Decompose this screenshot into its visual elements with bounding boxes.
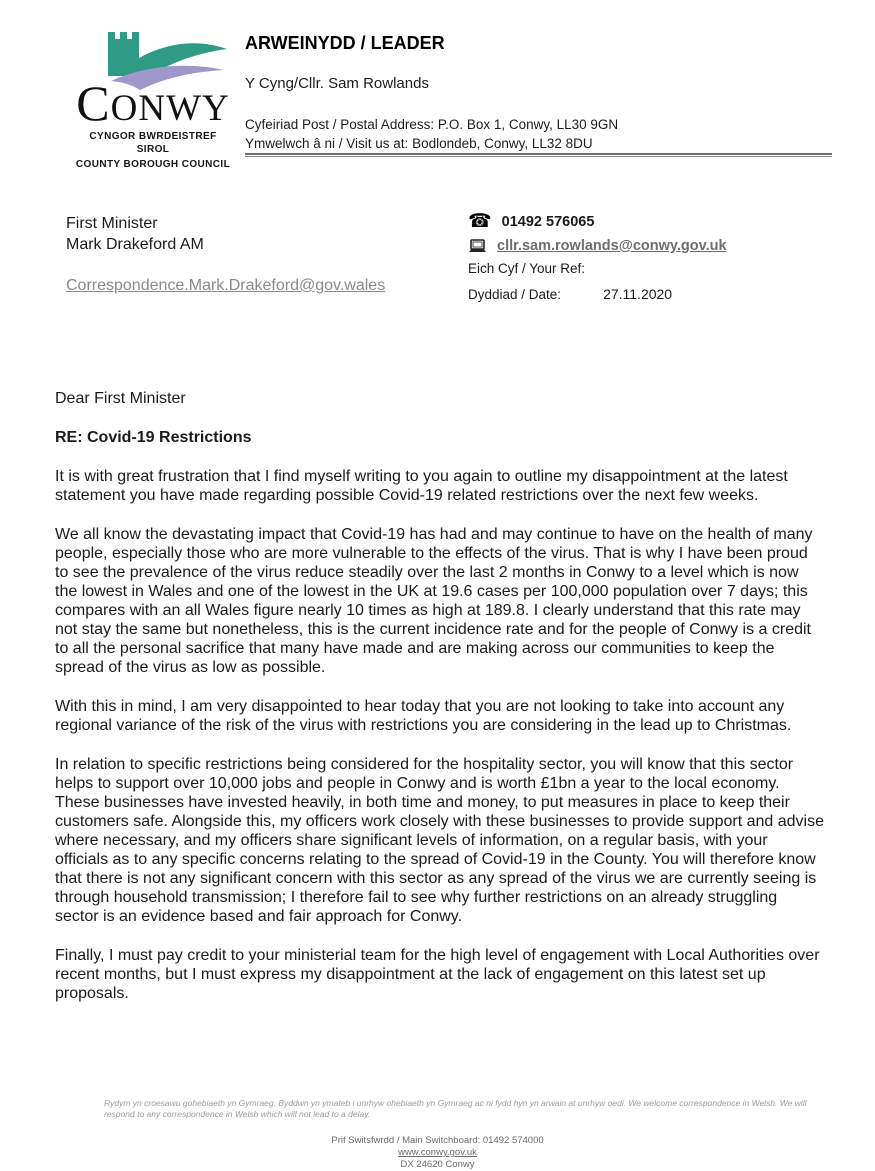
logo-tagline-english: COUNTY BOROUGH COUNCIL [75, 159, 231, 170]
logo-tagline-welsh: CYNGOR BWRDEISTREF SIROL [89, 131, 217, 155]
phone-number: 01492 576065 [501, 213, 595, 230]
recipient-block [66, 213, 204, 255]
paragraph-1: It is with great frustration that I find myself writing to you again to outline my disappointment at the latest statement you have made regarding possible Covid-19 related restrictions over the next few weeks. [55, 468, 788, 504]
recipient-email-link[interactable]: Correspondence.Mark.Drakeford@gov.wales [66, 277, 386, 294]
logo-wordmark: CONWY [76, 75, 230, 131]
switchboard-line: Prif Switsfwrdd / Main Switchboard: 01492 574000 [331, 1135, 544, 1146]
paragraph-4: In relation to specific restrictions being considered for the hospitality sector, you will know that this sector helps to support over 10,000 jobs and people in Conwy and is worth £1bn a year to the local economy. These businesses have invested heavily, in both time and money, to put measures in place to keep their customers safe. Alongside this, my officers work closely with these businesses to provide support and advise where necessary, and my officers share significant levels of information, on a regular basis, with your officials as to any specific concerns relating to the spread of Covid-19 in the County. You will therefore know that there is not any significant concern with this sector as any spread of the virus we are currently seeing is through household transmission; I therefore fail to see why further restrictions on an already struggling sector is an evidence based and fair approach for Conwy. [55, 756, 824, 925]
postal-address: Cyfeiriad Post / Postal Address: P.O. Box 1, Conwy, LL30 9GN [245, 117, 619, 132]
contact-block [468, 212, 828, 302]
subject-line: RE: Covid-19 Restrictions [55, 429, 252, 446]
letterhead-title: ARWEINYDD / LEADER [245, 33, 445, 53]
date-row [468, 286, 828, 302]
salutation: Dear First Minister [55, 390, 186, 407]
email-icon [468, 239, 487, 254]
paragraph-2: We all know the devastating impact that Covid-19 has had and may continue to have on the health of many people, especially those who are more vulnerable to the effects of the virus. That is why I have been proud to see the prevalence of the virus reduce steadily over the last 2 months in Conwy to a level which is now the lowest in Wales and one of the lowest in the UK at 19.6 cases per 100,000 population over 7 days; this compares with an all Wales figure nearly 10 times as high at 189.8. I clearly understand that this rate may not stay the same but nonetheless, this is the current incidence rate and for the people of Conwy is a credit to all the personal sacrifice that many have made and are making across our communities to keep the spread of the virus as low as possible. [55, 526, 813, 676]
website-link[interactable]: www.conwy.gov.uk [398, 1147, 477, 1158]
recipient-title: First Minister [66, 215, 158, 232]
letterhead [245, 33, 618, 153]
letterhead-officer: Y Cyng/Cllr. Sam Rowlands [245, 75, 429, 92]
your-ref-label: Eich Cyf / Your Ref: [468, 261, 586, 276]
visit-address: Ymwelwch â ni / Visit us at: Bodlondeb, Conwy, LL32 8DU [245, 136, 593, 151]
paragraph-5: Finally, I must pay credit to your ministerial team for the high level of engagement with Local Authorities over recent months, but I must express my disappointment at the lack of engagement on this latest set up proposals. [55, 947, 820, 1002]
bilingual-notice: Rydym yn croesawu gohebiaeth yn Gymraeg. Byddwn yn ymateb i unrhyw ohebiaeth yn Gymraeg ac ni fydd hyn yn arwain at unrhyw oedi. We welcome correspondence in Welsh. We will respond to any correspondence in Welsh which will not lead to a delay. [104, 1098, 807, 1119]
phone-icon: ☎ [468, 211, 492, 232]
date-label: Dyddiad / Date: [468, 287, 562, 302]
dx-line: DX 24620 Conwy [400, 1159, 475, 1170]
recipient-name: Mark Drakeford AM [66, 236, 204, 253]
header-divider-rule [245, 153, 832, 157]
letter-body [55, 389, 825, 1023]
paragraph-3: With this in mind, I am very disappointed to hear today that you are not looking to take into account any regional variance of the risk of the virus with restrictions you are considering in the lead up to Christmas. [55, 698, 792, 734]
footer-contact-block [0, 1135, 875, 1171]
sender-email-link[interactable]: cllr.sam.rowlands@conwy.gov.uk [497, 238, 727, 254]
date-value: 27.11.2020 [603, 286, 673, 302]
conwy-logo [72, 26, 234, 171]
